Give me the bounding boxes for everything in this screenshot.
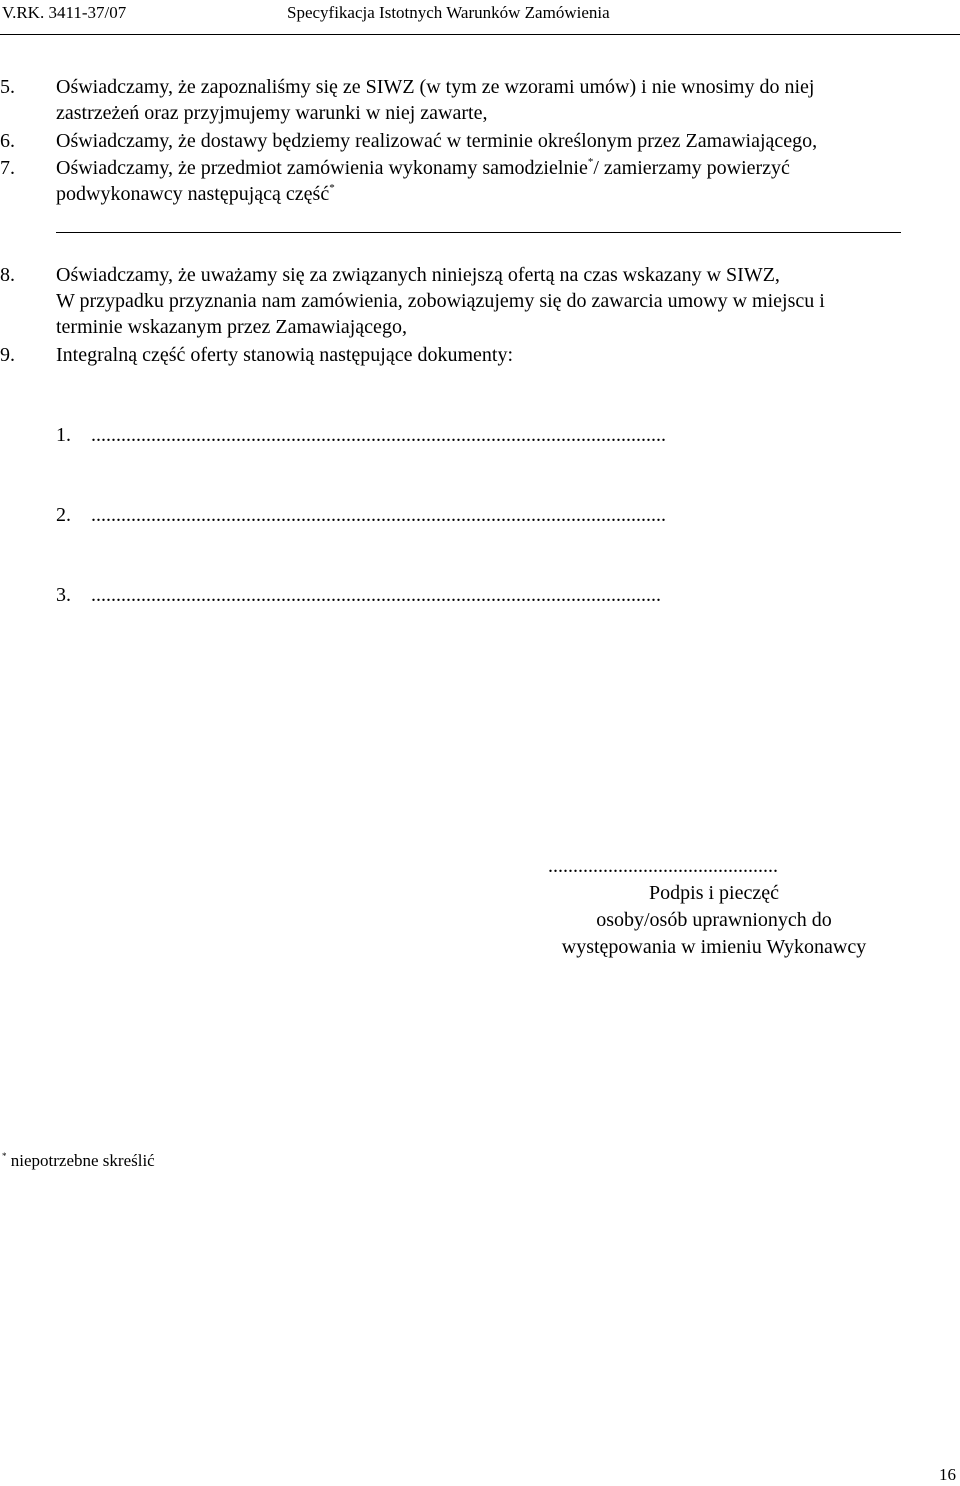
- page-number: 16: [939, 1465, 956, 1484]
- statement-line: Oświadczamy, że zapoznaliśmy się ze SIWZ (w tym ze wzorami umów) i nie wnosimy do niej: [56, 76, 815, 98]
- footnote-text: niepotrzebne skreślić: [10, 1151, 155, 1170]
- statement-line: [56, 181, 952, 207]
- signature-block: [520, 853, 908, 961]
- statement-line: W przypadku przyznania nam zamówienia, zobowiązujemy się do zawarcia umowy w miejscu i: [56, 290, 825, 312]
- document-list-item: [56, 422, 666, 448]
- document-title: Specyfikacja Istotnych Warunków Zamówienia: [287, 3, 610, 22]
- document-number: 3.: [56, 584, 71, 606]
- statement-line: Oświadczamy, że dostawy będziemy realizować w terminie określonym przez Zamawiającego,: [56, 130, 818, 152]
- statement-line: terminie wskazanym przez Zamawiającego,: [56, 316, 407, 338]
- signature-dots: ..............................................: [548, 855, 778, 877]
- signature-label: Podpis i pieczęć: [649, 882, 779, 904]
- item-number: 5.: [0, 76, 15, 98]
- document-dots: ..................................................................................................................: [91, 584, 661, 606]
- footnote: [2, 1151, 155, 1171]
- signature-label: osoby/osób uprawnionych do: [596, 909, 832, 931]
- item-number: 8.: [0, 264, 15, 286]
- statement-text: Oświadczamy, że przedmiot zamówienia wykonamy samodzielnie: [56, 157, 588, 179]
- statement-line: zastrzeżeń oraz przyjmujemy warunki w niej zawarte,: [56, 102, 488, 124]
- footnote-marker: *: [587, 156, 594, 168]
- document-dots: ...................................................................................................................: [91, 504, 666, 526]
- item-number: 7.: [0, 157, 15, 179]
- document-number: 2.: [56, 504, 71, 526]
- statement-text: podwykonawcy następującą część: [56, 183, 330, 205]
- item-number: 9.: [0, 344, 15, 366]
- document-number: 1.: [56, 424, 71, 446]
- statement-line: Oświadczamy, że uważamy się za związanych niniejszą ofertą na czas wskazany w SIWZ,: [56, 264, 780, 286]
- subcontract-fill-line: [56, 232, 901, 233]
- footnote-marker: *: [2, 1151, 7, 1161]
- document-list-item: [56, 502, 666, 528]
- document-list-item: [56, 582, 661, 608]
- footnote-marker: *: [329, 182, 335, 194]
- document-reference: V.RK. 3411-37/07: [2, 3, 127, 22]
- statement-line: Integralną część oferty stanowią następujące dokumenty:: [56, 344, 514, 366]
- item-number: 6.: [0, 130, 15, 152]
- signature-label: występowania w imieniu Wykonawcy: [561, 936, 867, 958]
- page-header: [0, 0, 960, 35]
- statement-line: [56, 155, 952, 181]
- document-dots: ...................................................................................................................: [91, 424, 666, 446]
- statement-text: / zamierzamy powierzyć: [593, 157, 790, 179]
